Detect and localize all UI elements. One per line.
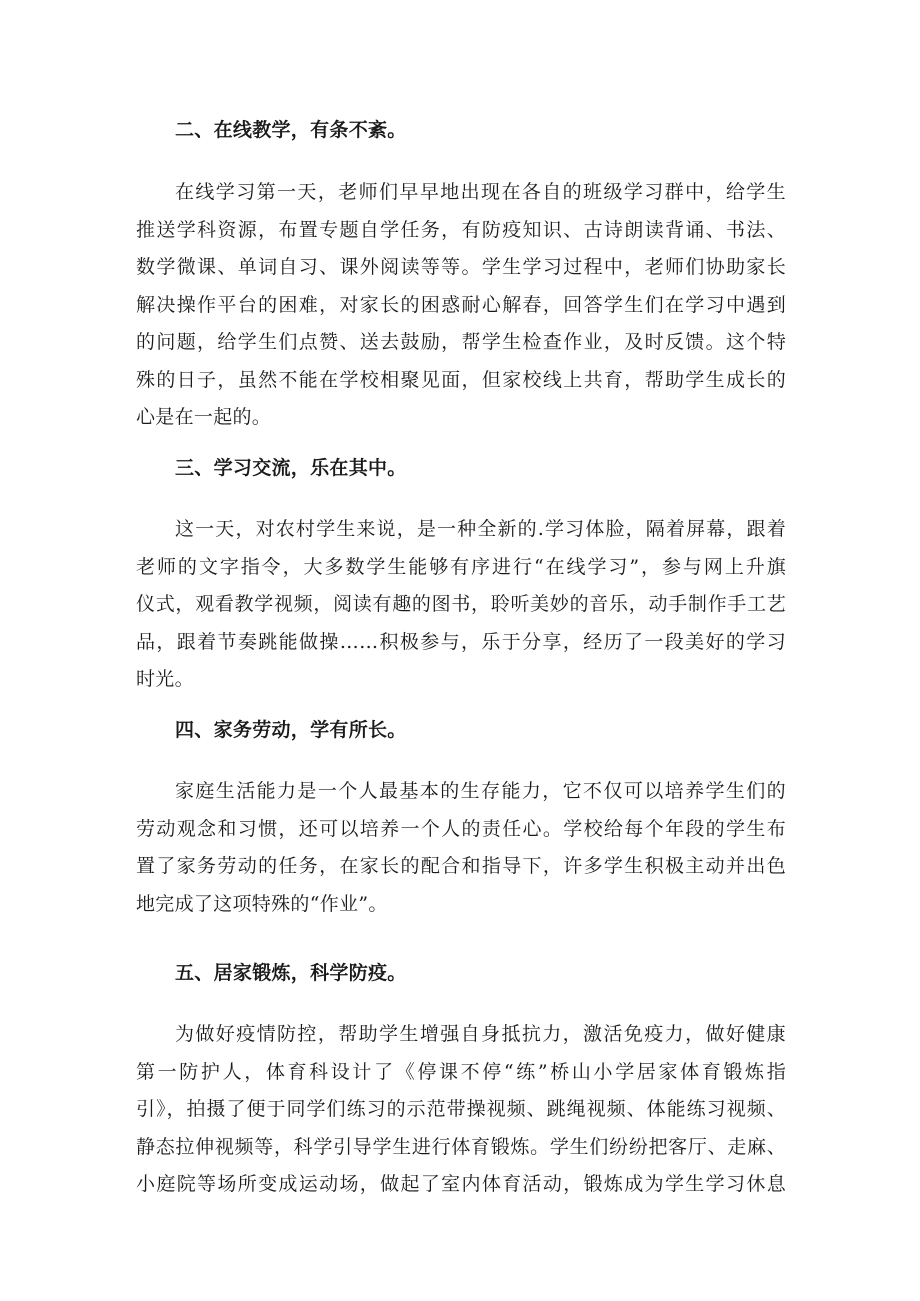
paragraph-line: 第一防护人，体育科设计了《停课不停“练”桥山小学居家体育锻炼指: [136, 1060, 786, 1083]
section-heading-2: 二、在线教学，有条不紊。: [175, 119, 407, 141]
paragraph-line: 这一天，对农村学生来说，是一种全新的.学习体脸，隔着屏幕，跟着: [175, 518, 786, 540]
section-paragraph-4: [136, 773, 786, 923]
section-paragraph-3: [136, 511, 786, 699]
paragraph-line: 品，跟着节奏跳能做操……积极参与，乐于分享，经历了一段美好的学习: [136, 630, 786, 653]
section-heading-3: 三、学习交流，乐在其中。: [175, 457, 407, 479]
section-heading-4: 四、家务劳动，学有所长。: [175, 719, 407, 741]
paragraph-line: 地完成了这项特殊的“作业”。: [136, 892, 388, 915]
paragraph-line: 为做好疫情防控，帮助学生增强自身抵抗力，激活免疫力，做好健康: [175, 1023, 786, 1045]
section-heading-5: 五、居家锻炼，科学防疫。: [175, 962, 407, 984]
paragraph-line: 心是在一起的。: [136, 406, 272, 428]
paragraph-line: 家庭生活能力是一个人最基本的生存能力，它不仅可以培养学生们的: [175, 780, 786, 802]
paragraph-line: 殊的日子，虽然不能在学校相聚见面，但家校线上共育，帮助学生成长的: [136, 368, 786, 391]
paragraph-line: 静态拉伸视频等，科学引导学生进行体育锻炼。学生们纷纷把客厅、走麻、: [136, 1135, 786, 1158]
paragraph-line: 劳动观念和习惯，还可以培养一个人的责任心。学校给每个年段的学生布: [136, 817, 786, 840]
paragraph-line: 在线学习第一天，老师们早早地出现在各自的班级学习群中，给学生: [175, 181, 786, 203]
paragraph-line: 推送学科资源，布置专题自学任务，有防疫知识、古诗朗读背诵、书法、: [136, 218, 786, 241]
paragraph-line: 引》，拍摄了便于同学们练习的示范带操视频、跳绳视频、体能练习视频、: [136, 1098, 786, 1120]
paragraph-line: 的问题，给学生们点赞、送去鼓励，帮学生检查作业，及时反馈。这个特: [136, 331, 786, 353]
section-paragraph-2: [136, 174, 786, 437]
paragraph-line: 置了家务劳动的任务，在家长的配合和指导下，许多学生积极主动并出色: [136, 855, 786, 877]
section-paragraph-5: [136, 1016, 786, 1204]
paragraph-line: 时光。: [136, 668, 194, 690]
paragraph-line: 小庭院等场所变成运动场，做起了室内体育活动，锻炼成为学生学习休息: [136, 1173, 786, 1195]
paragraph-line: 数学微课、单词自习、课外阅读等等。学生学习过程中，老师们协助家长: [136, 256, 786, 278]
paragraph-line: 老师的文字指令，大多数学生能够有序进行“在线学习”，参与网上升旗: [136, 555, 786, 578]
paragraph-line: 解决操作平台的困难，对家长的困惑耐心解春，回答学生们在学习中遇到: [136, 293, 786, 316]
paragraph-line: 仪式，观看教学视频，阅读有趣的图书，聆听美妙的音乐，动手制作手工艺: [136, 593, 786, 615]
